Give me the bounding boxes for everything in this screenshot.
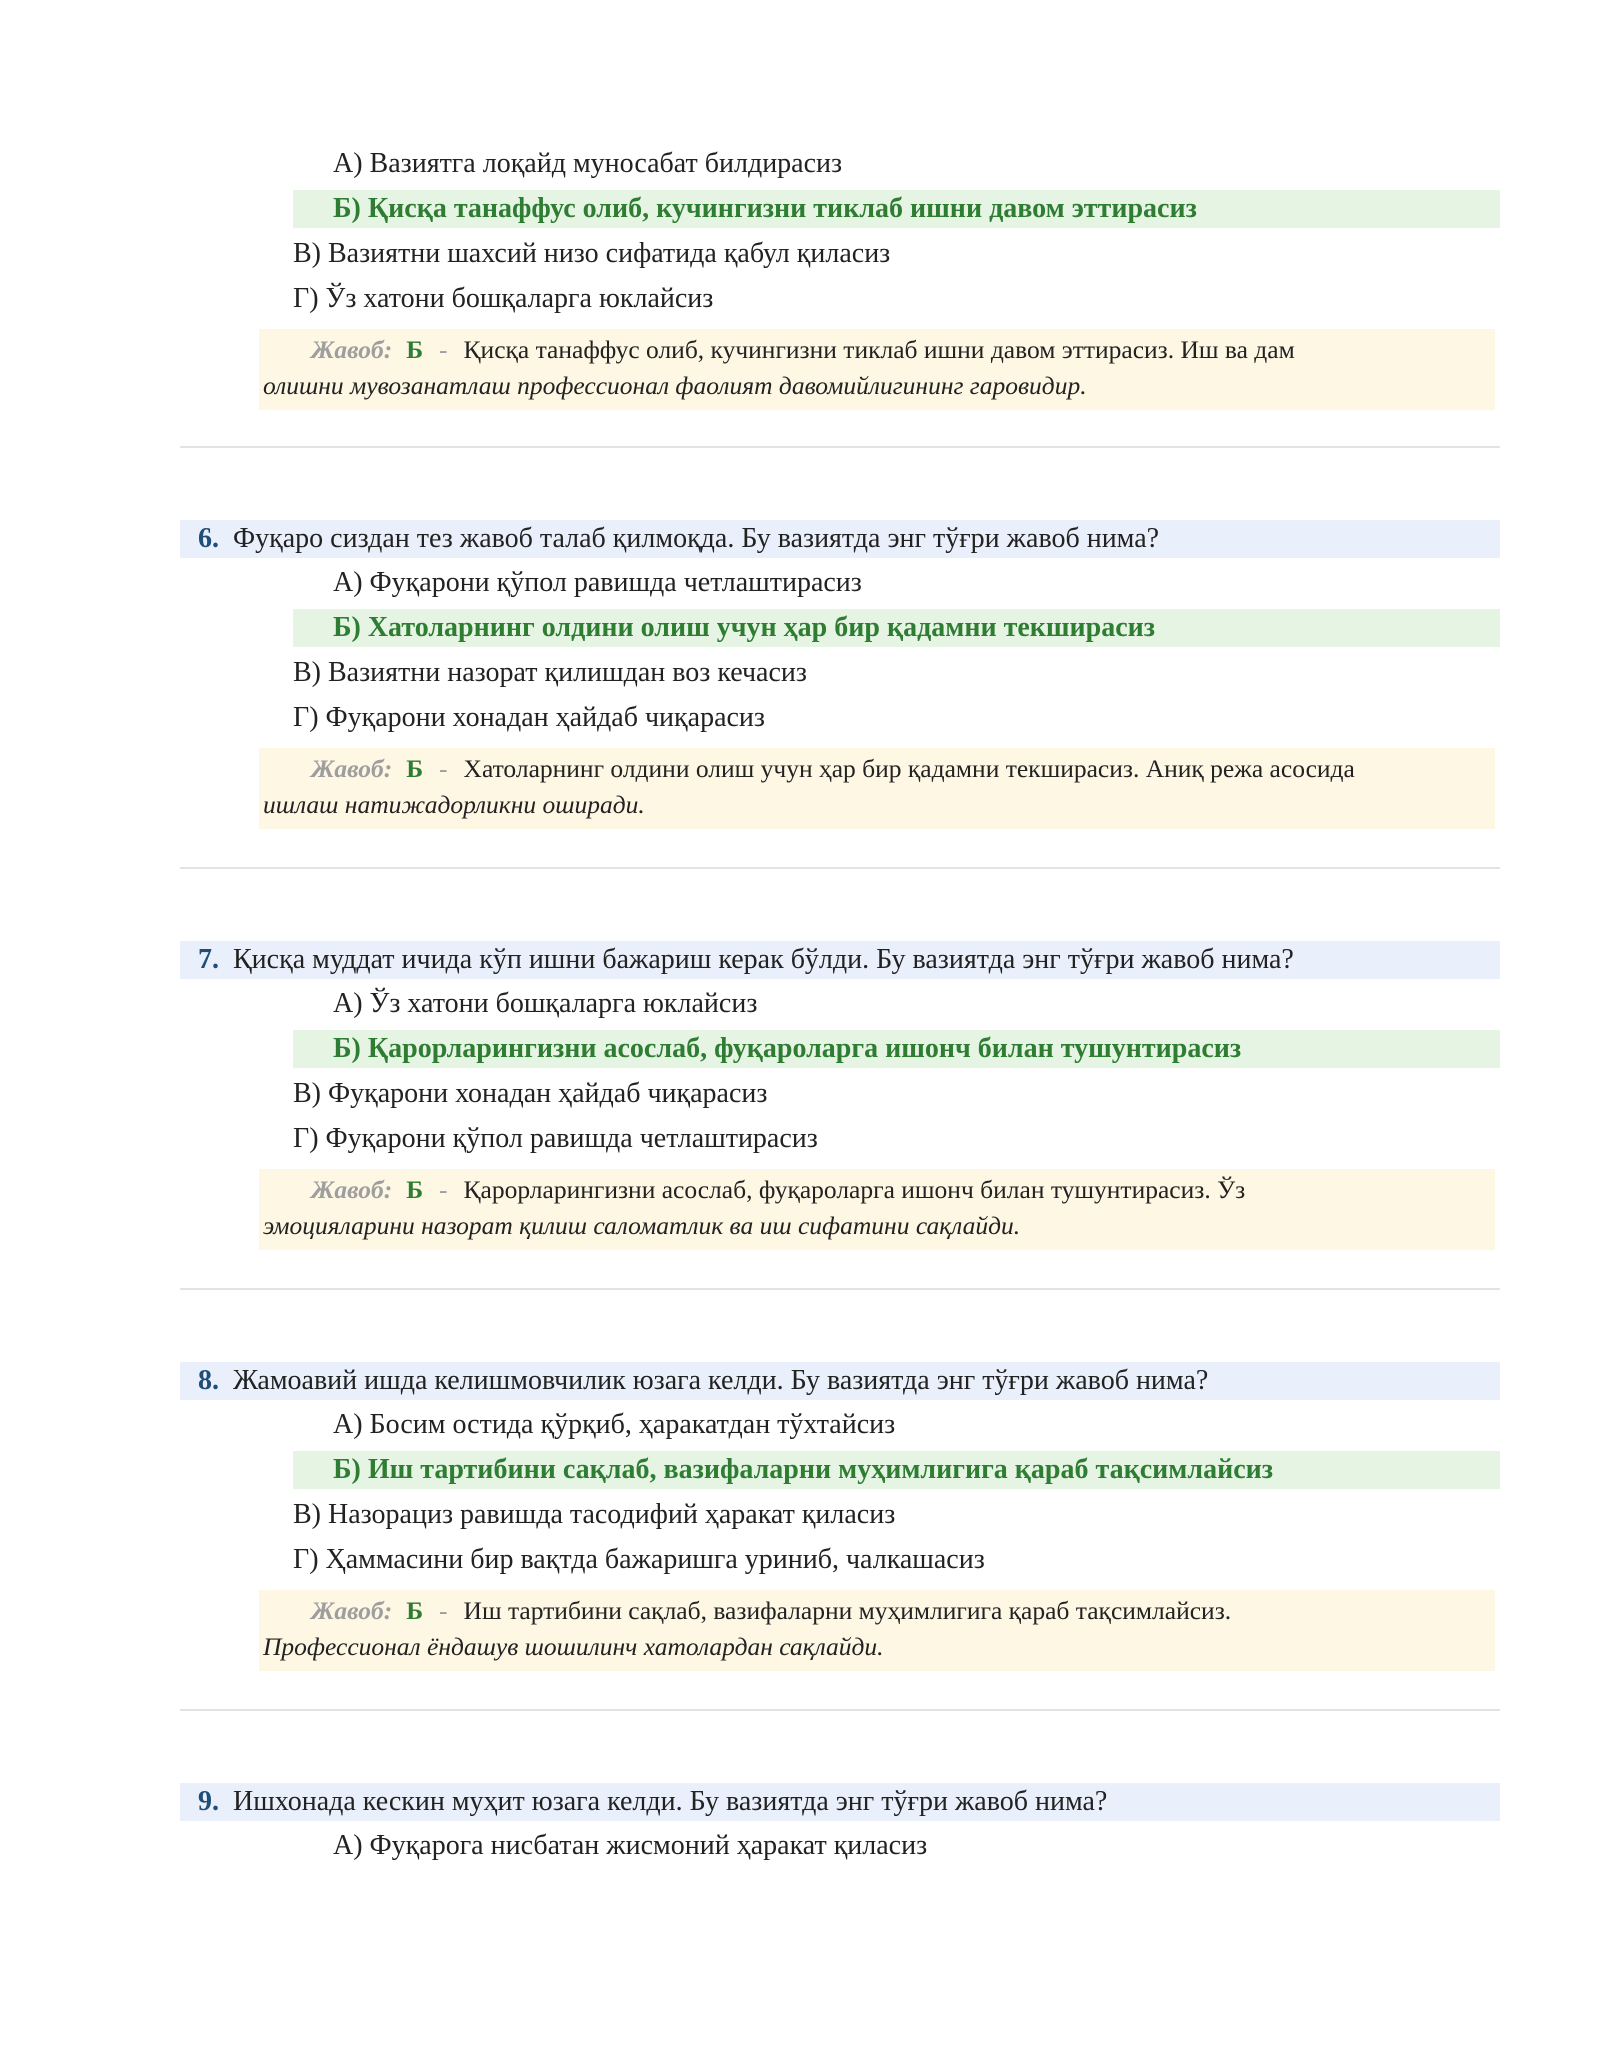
answer-line-1 xyxy=(263,332,1491,368)
answer-line-1 xyxy=(263,1172,1491,1208)
option-c: В) Вазиятни назорат қилишдан воз кечасиз xyxy=(293,657,807,688)
question-7 xyxy=(180,941,1500,1250)
answer-text-1: Иш тартибини сақлаб, вазифаларни муҳимлигига қараб тақсимлайсиз. xyxy=(463,1596,1232,1625)
answer-text-1: Қисқа танаффус олиб, кучингизни тиклаб ишни давом эттирасиз. Иш ва дам xyxy=(463,335,1295,364)
answer-letter: Б xyxy=(406,754,424,783)
answer-dash: - xyxy=(439,335,448,364)
answer-dash: - xyxy=(439,754,448,783)
question-divider xyxy=(180,446,1500,448)
answer-label: Жавоб: xyxy=(311,754,393,783)
answer-text-2: эмоцияларини назорат қилиш саломатлик ва иш сифатини сақлайди. xyxy=(263,1211,1021,1240)
answer-text-1: Қарорларингизни асослаб, фуқароларга ишонч билан тушунтирасиз. Ўз xyxy=(463,1175,1246,1204)
option-b-correct: Б) Қисқа танаффус олиб, кучингизни тиклаб ишни давом эттирасиз xyxy=(293,190,1500,228)
answer-line-1 xyxy=(263,751,1491,787)
question-9-title xyxy=(180,1783,1500,1821)
option-a: А) Ўз хатони бошқаларга юклайсиз xyxy=(333,988,758,1019)
question-number: 7. xyxy=(198,944,219,975)
question-6 xyxy=(180,520,1500,829)
option-d: Г) Ҳаммасини бир вақтда бажаришга уриниб, чалкашасиз xyxy=(293,1544,985,1575)
answer-text-2: Профессионал ёндашув шошилинч хатолардан сақлайди. xyxy=(263,1632,884,1661)
option-a: А) Фуқарони қўпол равишда четлаштирасиз xyxy=(333,567,862,598)
option-d: Г) Ўз хатони бошқаларга юклайсиз xyxy=(293,283,714,314)
answer-line-1 xyxy=(263,1593,1491,1629)
option-d: Г) Фуқарони қўпол равишда четлаштирасиз xyxy=(293,1123,818,1154)
question-divider xyxy=(180,1288,1500,1290)
question-divider xyxy=(180,867,1500,869)
answer-text-2: олишни мувозанатлаш профессионал фаолият давомийлигининг гаровидир. xyxy=(263,371,1087,400)
answer-text-1: Хатоларнинг олдини олиш учун ҳар бир қадамни текширасиз. Аниқ режа асосида xyxy=(463,754,1355,783)
answer-box xyxy=(259,329,1495,410)
answer-box xyxy=(259,1590,1495,1671)
question-9 xyxy=(180,1783,1500,1872)
answer-text-2: ишлаш натижадорликни оширади. xyxy=(263,790,645,819)
option-a: А) Фуқарога нисбатан жисмоний ҳаракат қиласиз xyxy=(333,1830,928,1861)
option-b-correct: Б) Хатоларнинг олдини олиш учун ҳар бир қадамни текширасиз xyxy=(293,609,1500,647)
question-divider xyxy=(180,1709,1500,1711)
answer-box xyxy=(259,1169,1495,1250)
question-text: Ишхонада кескин муҳит юзага келди. Бу вазиятда энг тўғри жавоб нима? xyxy=(233,1786,1108,1817)
option-d: Г) Фуқарони хонадан ҳайдаб чиқарасиз xyxy=(293,702,765,733)
question-number: 8. xyxy=(198,1365,219,1396)
question-7-title xyxy=(180,941,1500,979)
option-c: В) Фуқарони хонадан ҳайдаб чиқарасиз xyxy=(293,1078,768,1109)
answer-letter: Б xyxy=(406,1175,424,1204)
answer-label: Жавоб: xyxy=(311,1596,393,1625)
answer-dash: - xyxy=(439,1175,448,1204)
option-c: В) Вазиятни шахсий низо сифатида қабул қиласиз xyxy=(293,238,891,269)
answer-label: Жавоб: xyxy=(311,1175,393,1204)
answer-label: Жавоб: xyxy=(311,335,393,364)
answer-box xyxy=(259,748,1495,829)
question-5-tail xyxy=(180,145,1500,410)
option-b-correct: Б) Қарорларингизни асослаб, фуқароларга ишонч билан тушунтирасиз xyxy=(293,1030,1500,1068)
question-text: Жамоавий ишда келишмовчилик юзага келди. Бу вазиятда энг тўғри жавоб нима? xyxy=(233,1365,1209,1396)
question-8 xyxy=(180,1362,1500,1671)
question-text: Фуқаро сиздан тез жавоб талаб қилмоқда. Бу вазиятда энг тўғри жавоб нима? xyxy=(233,523,1160,554)
question-number: 6. xyxy=(198,523,219,554)
option-a: А) Босим остида қўрқиб, ҳаракатдан тўхтайсиз xyxy=(333,1409,896,1440)
question-number: 9. xyxy=(198,1786,219,1817)
option-c: В) Назорациз равишда тасодифий ҳаракат қиласиз xyxy=(293,1499,896,1530)
option-b-correct: Б) Иш тартибини сақлаб, вазифаларни муҳимлигига қараб тақсимлайсиз xyxy=(293,1451,1500,1489)
question-8-title xyxy=(180,1362,1500,1400)
option-a: А) Вазиятга лоқайд муносабат билдирасиз xyxy=(333,148,843,179)
question-text: Қисқа муддат ичида кўп ишни бажариш керак бўлди. Бу вазиятда энг тўғри жавоб нима? xyxy=(233,944,1294,975)
answer-letter: Б xyxy=(406,335,424,364)
answer-letter: Б xyxy=(406,1596,424,1625)
question-6-title xyxy=(180,520,1500,558)
answer-dash: - xyxy=(439,1596,448,1625)
